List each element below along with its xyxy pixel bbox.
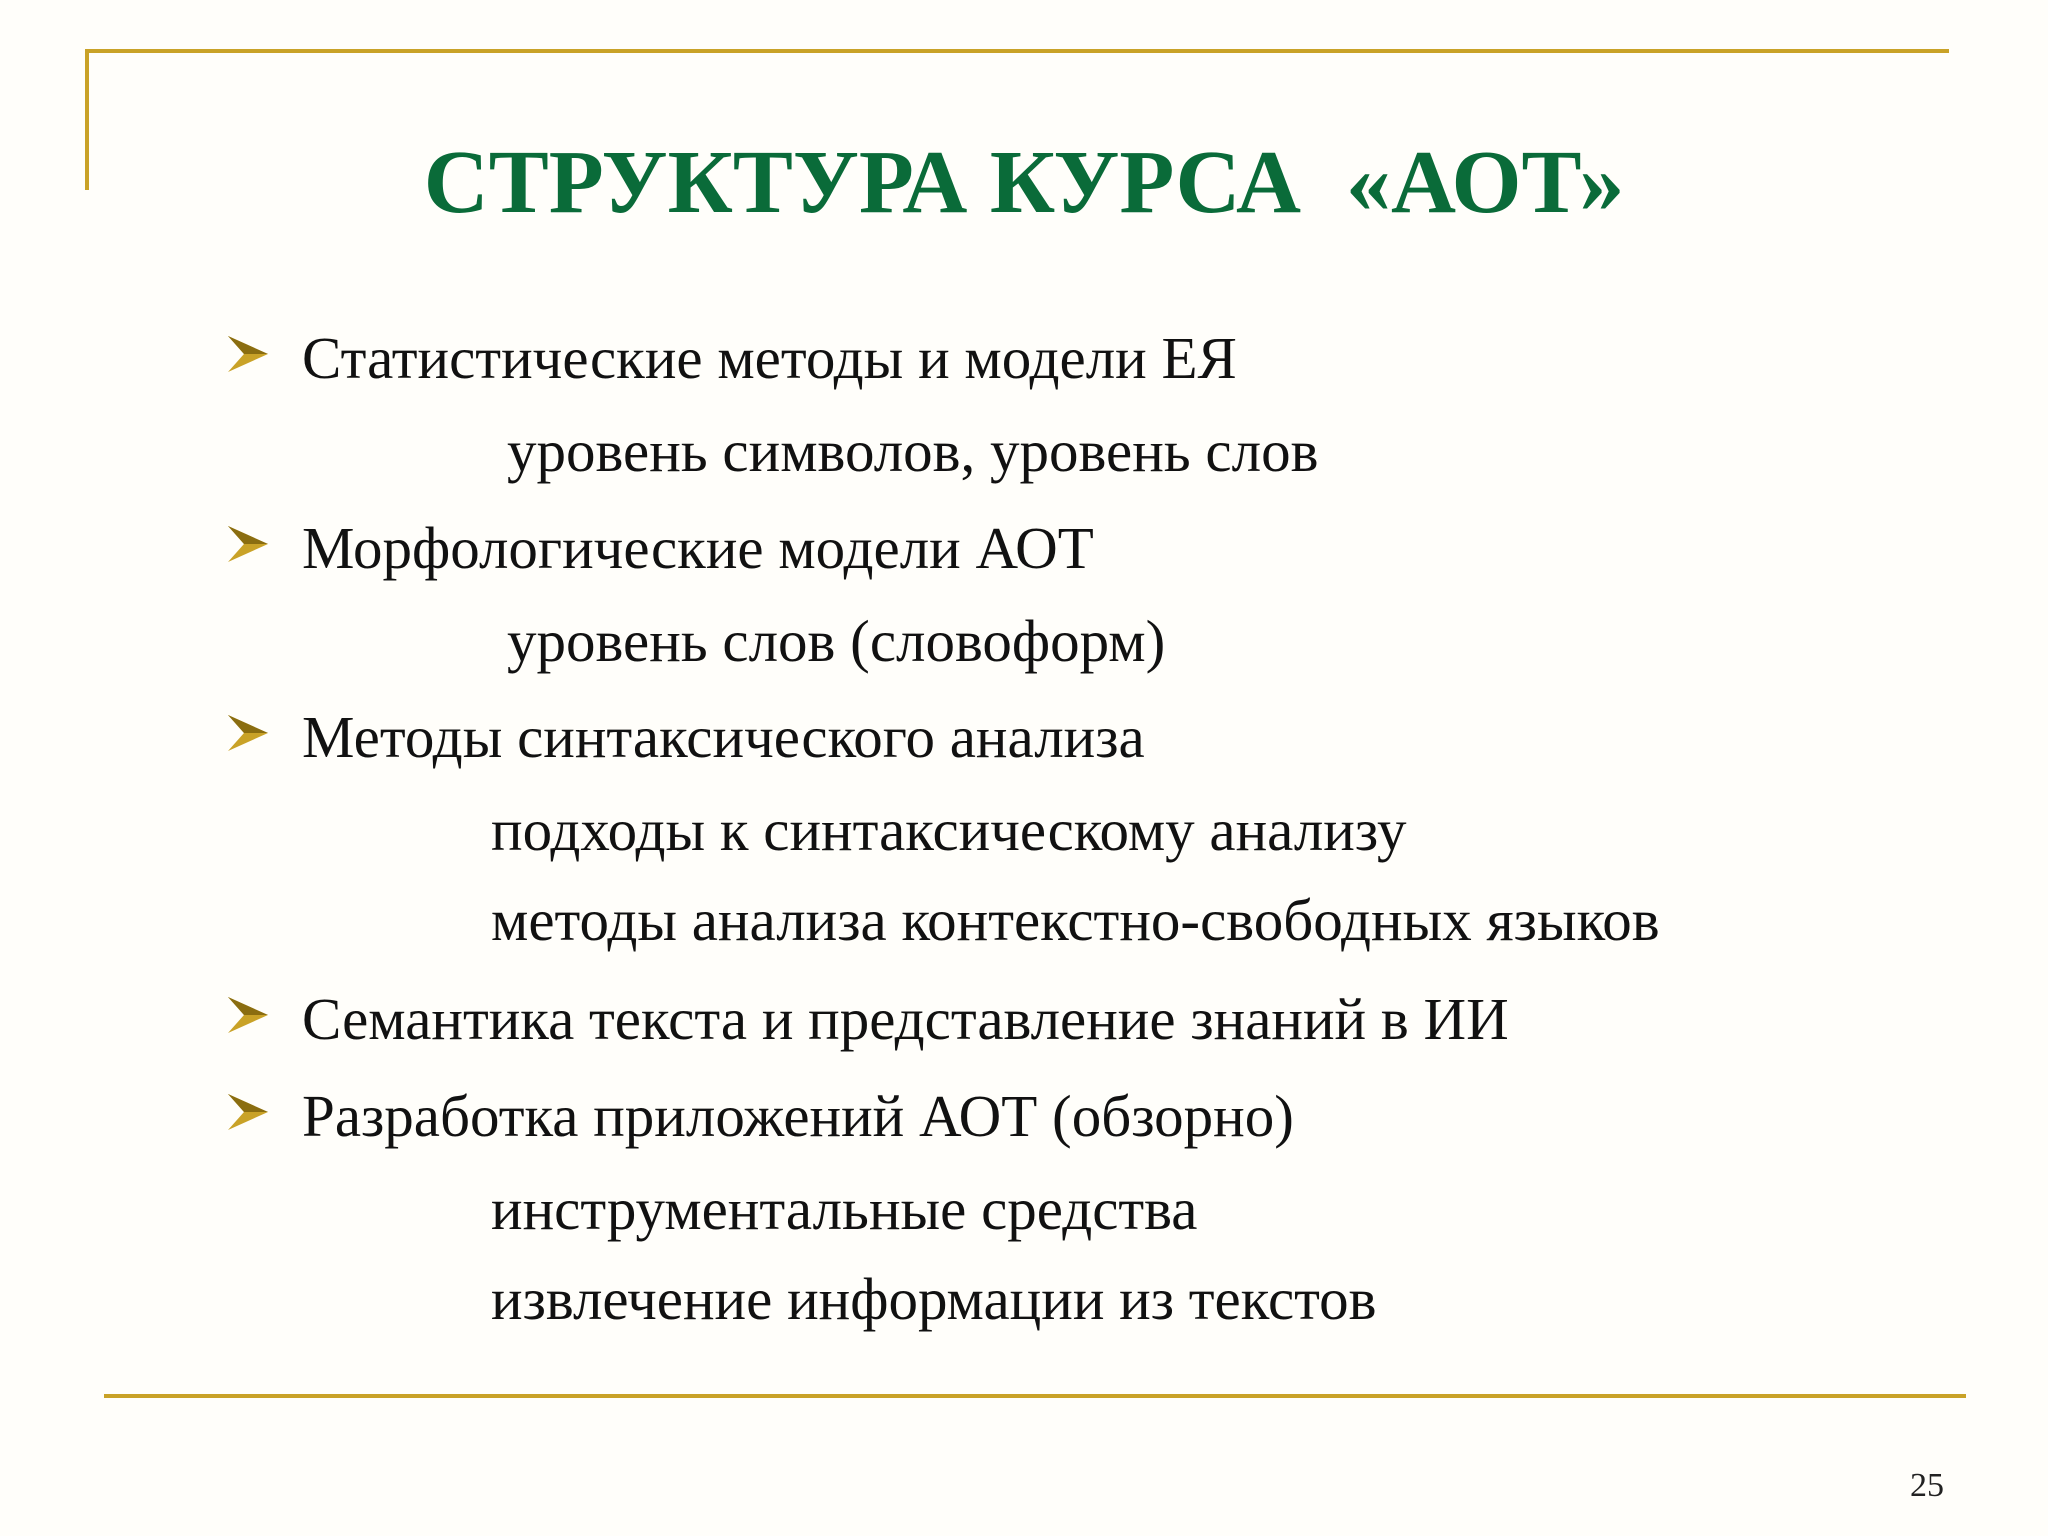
arrow-bullet-icon (226, 993, 270, 1037)
list-item-detail: методы анализа контекстно-свободных языков (491, 887, 1660, 953)
list-item-text: Методы синтаксического анализа (302, 704, 1145, 770)
arrow-bullet-icon (226, 711, 270, 755)
arrow-bullet-icon (226, 1090, 270, 1134)
list-item-text: Семантика текста и представление знаний в ИИ (302, 986, 1509, 1052)
arrow-bullet-icon (226, 332, 270, 376)
list-item-detail: уровень символов, уровень слов (507, 418, 1319, 484)
frame-top-line (85, 49, 1949, 53)
list-item-detail: инструментальные средства (491, 1176, 1198, 1242)
list-item-text: Статистические методы и модели ЕЯ (302, 325, 1237, 391)
page-number: 25 (1910, 1467, 1944, 1504)
list-item-text: Разработка приложений АОТ (обзорно) (302, 1083, 1294, 1149)
list-item-detail: уровень слов (словоформ) (507, 608, 1166, 674)
frame-bottom-line (104, 1394, 1966, 1398)
list-item-text: Морфологические модели АОТ (302, 515, 1094, 581)
slide-title: СТРУКТУРА КУРСА «АОТ» (423, 133, 1625, 232)
list-item-detail: извлечение информации из текстов (491, 1266, 1377, 1332)
list-item-detail: подходы к синтаксическому анализу (491, 797, 1407, 863)
arrow-bullet-icon (226, 522, 270, 566)
